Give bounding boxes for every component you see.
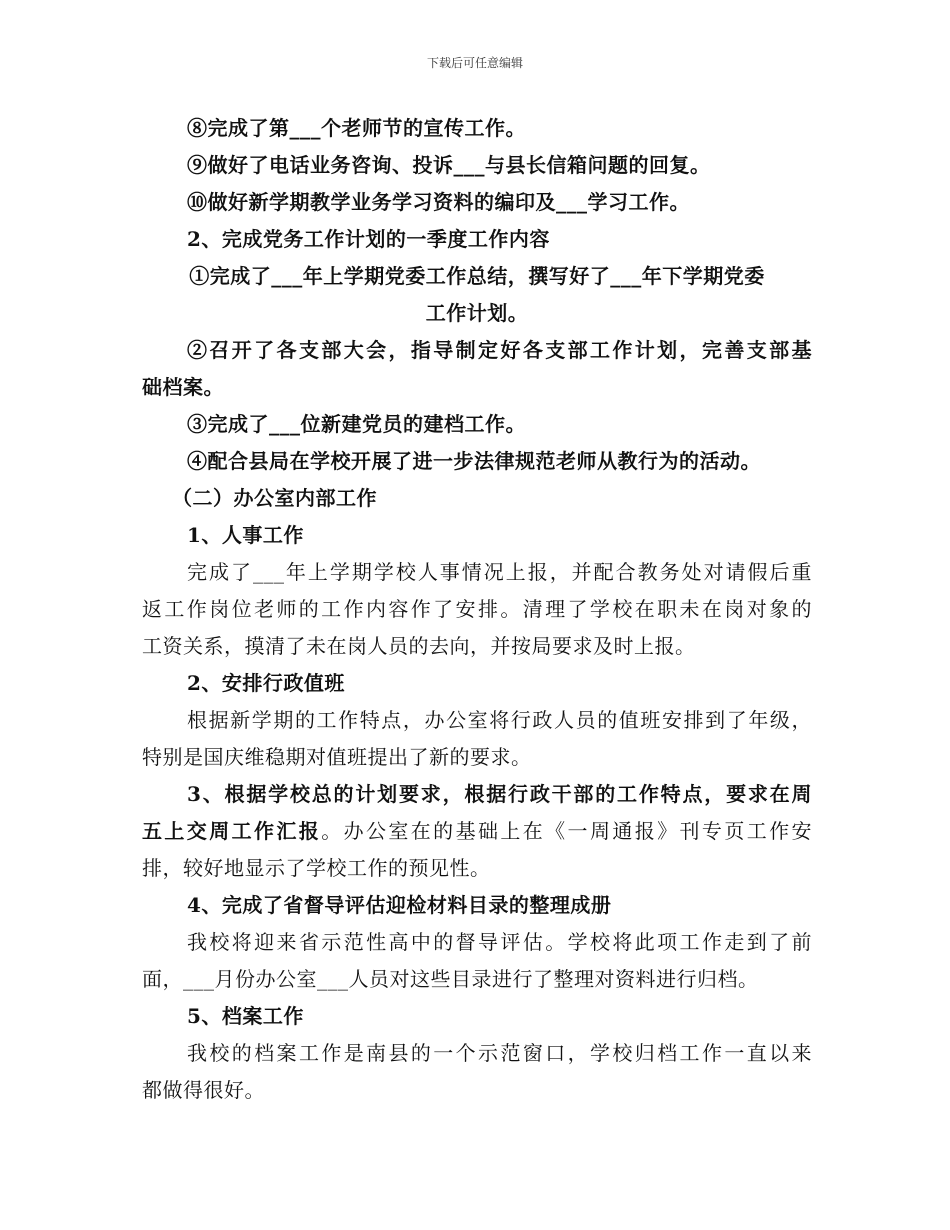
duty-para-line-2: 特别是国庆维稳期对值班提出了新的要求。: [142, 745, 532, 769]
document-body: [142, 110, 812, 1109]
section-heading-party-work: 2、完成党务工作计划的一季度工作内容: [187, 227, 550, 251]
subheading-personnel: 1、人事工作: [187, 523, 304, 547]
party-item-4: ④配合县局在学校开展了进一步法律规范老师从教行为的活动。: [187, 449, 761, 473]
plan-para-line-2: [142, 813, 812, 850]
list-item-9: ⑨做好了电话业务咨询、投诉___与县长信箱问题的回复。: [187, 153, 711, 177]
party-item-2-line-2: 础档案。: [142, 375, 224, 399]
personnel-para-line-3: 工资关系，摸清了未在岗人员的去向，并按局要求及时上报。: [142, 634, 696, 658]
subheading-inspection: 4、完成了省督导评估迎检材料目录的整理成册: [187, 893, 612, 917]
personnel-para-line-2: 返工作岗位老师的工作内容作了安排。清理了学校在职未在岗对象的: [142, 597, 812, 621]
section-heading-office: （二）办公室内部工作: [172, 486, 377, 510]
plan-heading-tail: 五上交周工作汇报: [142, 819, 322, 843]
inspection-para-line-1: 我校将迎来省示范性高中的督导评估。学校将此项工作走到了前: [187, 930, 812, 954]
party-item-3: ③完成了___位新建党员的建档工作。: [187, 412, 526, 436]
plan-heading-line-1: 3、根据学校总的计划要求，根据行政干部的工作特点，要求在周: [187, 782, 812, 806]
header-note: 下载后可任意编辑: [426, 56, 523, 70]
list-item-8: ⑧完成了第___个老师节的宣传工作。: [187, 116, 526, 140]
plan-para-line-3: 排，较好地显示了学校工作的预见性。: [142, 856, 491, 880]
party-item-1-line-1: ①完成了___年上学期党委工作总结，撰写好了___年下学期党委: [189, 264, 765, 288]
plan-para-text: 。办公室在的基础上在《一周通报》刊专页工作安: [321, 819, 813, 843]
inspection-para-line-2: 面，___月份办公室___人员对这些目录进行了整理对资料进行归档。: [142, 967, 759, 991]
party-item-2-line-1: ②召开了各支部大会，指导制定好各支部工作计划，完善支部基: [187, 338, 812, 362]
archives-para-line-1: 我校的档案工作是南县的一个示范窗口，学校归档工作一直以来: [187, 1041, 812, 1065]
archives-para-line-2: 都做得很好。: [142, 1078, 265, 1102]
subheading-archives: 5、档案工作: [187, 1004, 304, 1028]
list-item-10: ⑩做好新学期教学业务学习资料的编印及___学习工作。: [187, 190, 690, 214]
duty-para-line-1: 根据新学期的工作特点，办公室将行政人员的值班安排到了年级，: [187, 708, 812, 732]
subheading-duty: 2、安排行政值班: [187, 671, 345, 695]
personnel-para-line-1: 完成了___年上学期学校人事情况上报，并配合教务处对请假后重: [187, 560, 812, 584]
party-item-1-line-2: 工作计划。: [425, 301, 529, 325]
